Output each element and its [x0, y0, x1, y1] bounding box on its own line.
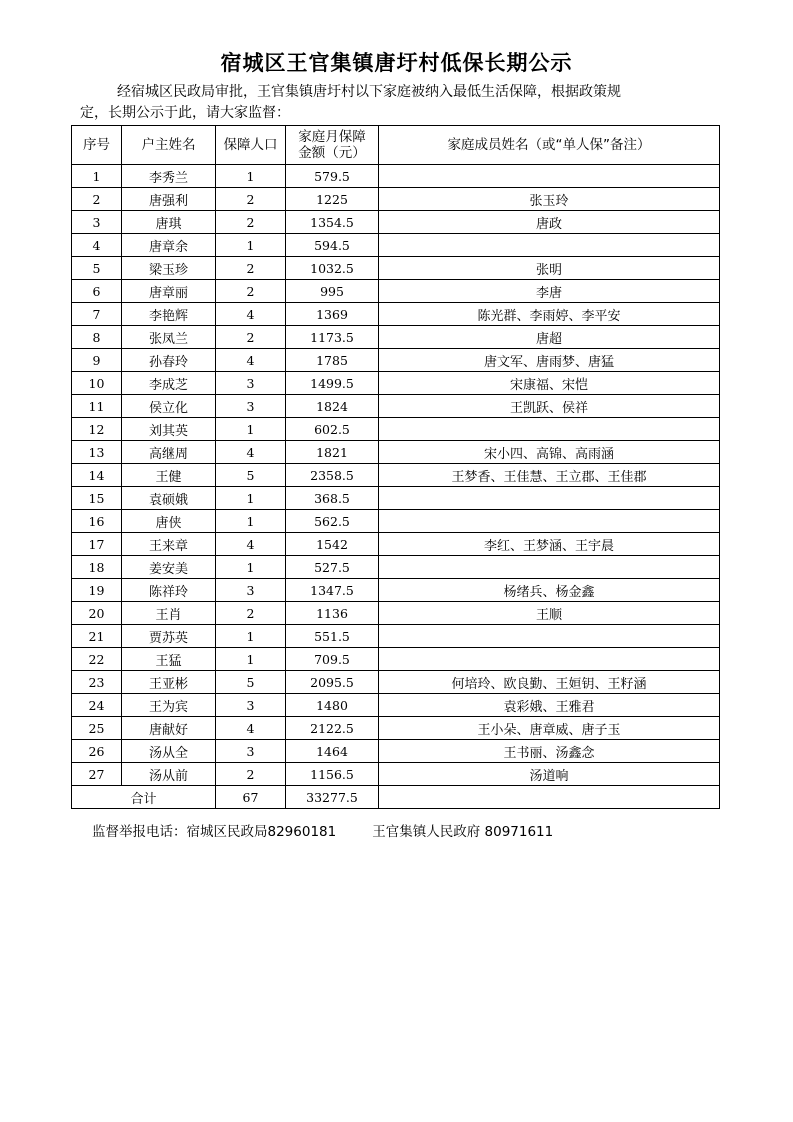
cell-persons: 4 [216, 349, 286, 372]
table-row [72, 372, 720, 395]
table-row [72, 694, 720, 717]
cell-persons: 2 [216, 188, 286, 211]
table-row [72, 533, 720, 556]
cell-householder: 王为宾 [122, 694, 216, 717]
cell-seq: 21 [72, 625, 122, 648]
cell-seq: 7 [72, 303, 122, 326]
intro-line-2: 定，长期公示于此，请大家监督： [80, 105, 290, 121]
cell-seq: 6 [72, 280, 122, 303]
cell-householder: 王来章 [122, 533, 216, 556]
cell-amount: 1542 [286, 533, 379, 556]
table-row [72, 211, 720, 234]
cell-amount: 1821 [286, 441, 379, 464]
cell-persons: 5 [216, 464, 286, 487]
cell-amount: 368.5 [286, 487, 379, 510]
cell-amount: 1824 [286, 395, 379, 418]
cell-householder: 王健 [122, 464, 216, 487]
cell-seq: 17 [72, 533, 122, 556]
table-row [72, 257, 720, 280]
cell-amount: 2358.5 [286, 464, 379, 487]
cell-amount: 579.5 [286, 165, 379, 188]
cell-persons: 1 [216, 418, 286, 441]
cell-amount: 1499.5 [286, 372, 379, 395]
cell-householder: 唐章丽 [122, 280, 216, 303]
footer-contact [92, 820, 553, 840]
cell-householder: 王肖 [122, 602, 216, 625]
cell-members: 唐政 [379, 211, 720, 234]
total-label: 合计 [72, 786, 216, 809]
cell-amount: 2122.5 [286, 717, 379, 740]
cell-seq: 11 [72, 395, 122, 418]
total-amount: 33277.5 [286, 786, 379, 809]
cell-amount: 1136 [286, 602, 379, 625]
cell-members: 唐超 [379, 326, 720, 349]
cell-members: 何培玲、欧良勤、王姮钥、王籽涵 [379, 671, 720, 694]
cell-members: 李唐 [379, 280, 720, 303]
cell-members [379, 418, 720, 441]
table-row [72, 487, 720, 510]
cell-amount: 1156.5 [286, 763, 379, 786]
intro-line-1: 经宿城区民政局审批，王官集镇唐圩村以下家庭被纳入最低生活保障，根据政策规 [117, 84, 621, 100]
cell-householder: 李秀兰 [122, 165, 216, 188]
cell-amount: 551.5 [286, 625, 379, 648]
cell-householder: 唐献好 [122, 717, 216, 740]
cell-seq: 15 [72, 487, 122, 510]
cell-members: 唐文军、唐雨梦、唐猛 [379, 349, 720, 372]
cell-seq: 5 [72, 257, 122, 280]
cell-seq: 14 [72, 464, 122, 487]
cell-householder: 陈祥玲 [122, 579, 216, 602]
footer-town-government-phone: 王官集镇人民政府 80971611 [372, 824, 554, 840]
table-row [72, 418, 720, 441]
table-row [72, 464, 720, 487]
intro-paragraph [80, 82, 720, 124]
cell-seq: 2 [72, 188, 122, 211]
cell-persons: 1 [216, 165, 286, 188]
table-row [72, 188, 720, 211]
cell-seq: 20 [72, 602, 122, 625]
cell-householder: 李成芝 [122, 372, 216, 395]
cell-seq: 1 [72, 165, 122, 188]
cell-seq: 25 [72, 717, 122, 740]
cell-members [379, 487, 720, 510]
cell-persons: 4 [216, 717, 286, 740]
total-row [72, 786, 720, 809]
cell-persons: 2 [216, 211, 286, 234]
cell-members: 宋康福、宋恺 [379, 372, 720, 395]
cell-seq: 3 [72, 211, 122, 234]
table-row [72, 763, 720, 786]
subsistence-allowance-table [71, 125, 720, 809]
header-amount [286, 126, 379, 165]
cell-persons: 2 [216, 763, 286, 786]
header-seq: 序号 [72, 126, 122, 165]
cell-amount: 1369 [286, 303, 379, 326]
cell-persons: 1 [216, 648, 286, 671]
cell-persons: 1 [216, 556, 286, 579]
cell-householder: 贾苏英 [122, 625, 216, 648]
header-amount-line1: 家庭月保障 [298, 129, 366, 145]
cell-members: 袁彩娥、王雅君 [379, 694, 720, 717]
cell-persons: 1 [216, 487, 286, 510]
cell-amount: 995 [286, 280, 379, 303]
table-row [72, 395, 720, 418]
cell-householder: 梁玉珍 [122, 257, 216, 280]
table-row [72, 441, 720, 464]
cell-seq: 27 [72, 763, 122, 786]
cell-persons: 4 [216, 303, 286, 326]
cell-members: 王顺 [379, 602, 720, 625]
cell-householder: 汤从前 [122, 763, 216, 786]
table-row [72, 510, 720, 533]
cell-persons: 3 [216, 372, 286, 395]
header-householder: 户主姓名 [122, 126, 216, 165]
cell-members: 汤道响 [379, 763, 720, 786]
cell-members [379, 648, 720, 671]
cell-members [379, 625, 720, 648]
cell-seq: 23 [72, 671, 122, 694]
cell-householder: 唐强利 [122, 188, 216, 211]
cell-householder: 张凤兰 [122, 326, 216, 349]
cell-seq: 10 [72, 372, 122, 395]
cell-householder: 汤从全 [122, 740, 216, 763]
cell-seq: 24 [72, 694, 122, 717]
cell-seq: 22 [72, 648, 122, 671]
table-row [72, 740, 720, 763]
cell-seq: 26 [72, 740, 122, 763]
cell-householder: 唐侠 [122, 510, 216, 533]
cell-members: 王梦香、王佳慧、王立郡、王佳郡 [379, 464, 720, 487]
cell-members: 王小朵、唐章威、唐子玉 [379, 717, 720, 740]
cell-amount: 1173.5 [286, 326, 379, 349]
table-row [72, 349, 720, 372]
header-amount-line2: 金额（元） [298, 145, 366, 161]
cell-persons: 2 [216, 257, 286, 280]
cell-householder: 孙春玲 [122, 349, 216, 372]
cell-members [379, 510, 720, 533]
cell-members: 陈光群、李雨婷、李平安 [379, 303, 720, 326]
cell-persons: 3 [216, 395, 286, 418]
cell-persons: 1 [216, 510, 286, 533]
cell-members [379, 234, 720, 257]
cell-amount: 2095.5 [286, 671, 379, 694]
cell-householder: 唐琪 [122, 211, 216, 234]
cell-members: 宋小四、高锦、高雨涵 [379, 441, 720, 464]
cell-householder: 唐章余 [122, 234, 216, 257]
cell-seq: 13 [72, 441, 122, 464]
table-row [72, 165, 720, 188]
cell-householder: 侯立化 [122, 395, 216, 418]
header-persons: 保障人口 [216, 126, 286, 165]
cell-members: 张明 [379, 257, 720, 280]
cell-persons: 3 [216, 579, 286, 602]
cell-seq: 19 [72, 579, 122, 602]
table-header-row [72, 126, 720, 165]
cell-seq: 16 [72, 510, 122, 533]
cell-persons: 4 [216, 533, 286, 556]
cell-members: 王书丽、汤鑫念 [379, 740, 720, 763]
cell-persons: 3 [216, 740, 286, 763]
table-row [72, 280, 720, 303]
header-members: 家庭成员姓名（或“单人保”备注） [379, 126, 720, 165]
cell-members: 杨绪兵、杨金鑫 [379, 579, 720, 602]
cell-amount: 1785 [286, 349, 379, 372]
cell-amount: 1225 [286, 188, 379, 211]
cell-seq: 4 [72, 234, 122, 257]
total-members [379, 786, 720, 809]
table-row [72, 326, 720, 349]
cell-members: 王凯跃、侯祥 [379, 395, 720, 418]
cell-persons: 2 [216, 326, 286, 349]
cell-persons: 2 [216, 280, 286, 303]
cell-persons: 5 [216, 671, 286, 694]
cell-persons: 1 [216, 234, 286, 257]
cell-householder: 刘其英 [122, 418, 216, 441]
cell-amount: 527.5 [286, 556, 379, 579]
table-row [72, 671, 720, 694]
cell-householder: 高继周 [122, 441, 216, 464]
table-row [72, 625, 720, 648]
cell-householder: 王亚彬 [122, 671, 216, 694]
cell-amount: 1480 [286, 694, 379, 717]
table-row [72, 602, 720, 625]
cell-seq: 9 [72, 349, 122, 372]
cell-persons: 2 [216, 602, 286, 625]
table-row [72, 556, 720, 579]
cell-members: 李红、王梦涵、王宇晨 [379, 533, 720, 556]
table-row [72, 303, 720, 326]
cell-members [379, 556, 720, 579]
cell-seq: 12 [72, 418, 122, 441]
cell-householder: 王猛 [122, 648, 216, 671]
total-persons: 67 [216, 786, 286, 809]
cell-householder: 袁硕娥 [122, 487, 216, 510]
table-row [72, 579, 720, 602]
cell-persons: 1 [216, 625, 286, 648]
footer-civil-affairs-phone: 监督举报电话：宿城区民政局82960181 [92, 824, 337, 840]
cell-seq: 18 [72, 556, 122, 579]
table-row [72, 717, 720, 740]
cell-amount: 709.5 [286, 648, 379, 671]
cell-amount: 602.5 [286, 418, 379, 441]
cell-persons: 4 [216, 441, 286, 464]
cell-householder: 姜安美 [122, 556, 216, 579]
cell-householder: 李艳辉 [122, 303, 216, 326]
cell-amount: 1354.5 [286, 211, 379, 234]
cell-amount: 562.5 [286, 510, 379, 533]
cell-amount: 1347.5 [286, 579, 379, 602]
cell-persons: 3 [216, 694, 286, 717]
table-row [72, 648, 720, 671]
table-row [72, 234, 720, 257]
cell-amount: 594.5 [286, 234, 379, 257]
cell-members [379, 165, 720, 188]
cell-members: 张玉玲 [379, 188, 720, 211]
cell-amount: 1032.5 [286, 257, 379, 280]
page-title: 宿城区王官集镇唐圩村低保长期公示 [220, 51, 573, 75]
cell-seq: 8 [72, 326, 122, 349]
cell-amount: 1464 [286, 740, 379, 763]
